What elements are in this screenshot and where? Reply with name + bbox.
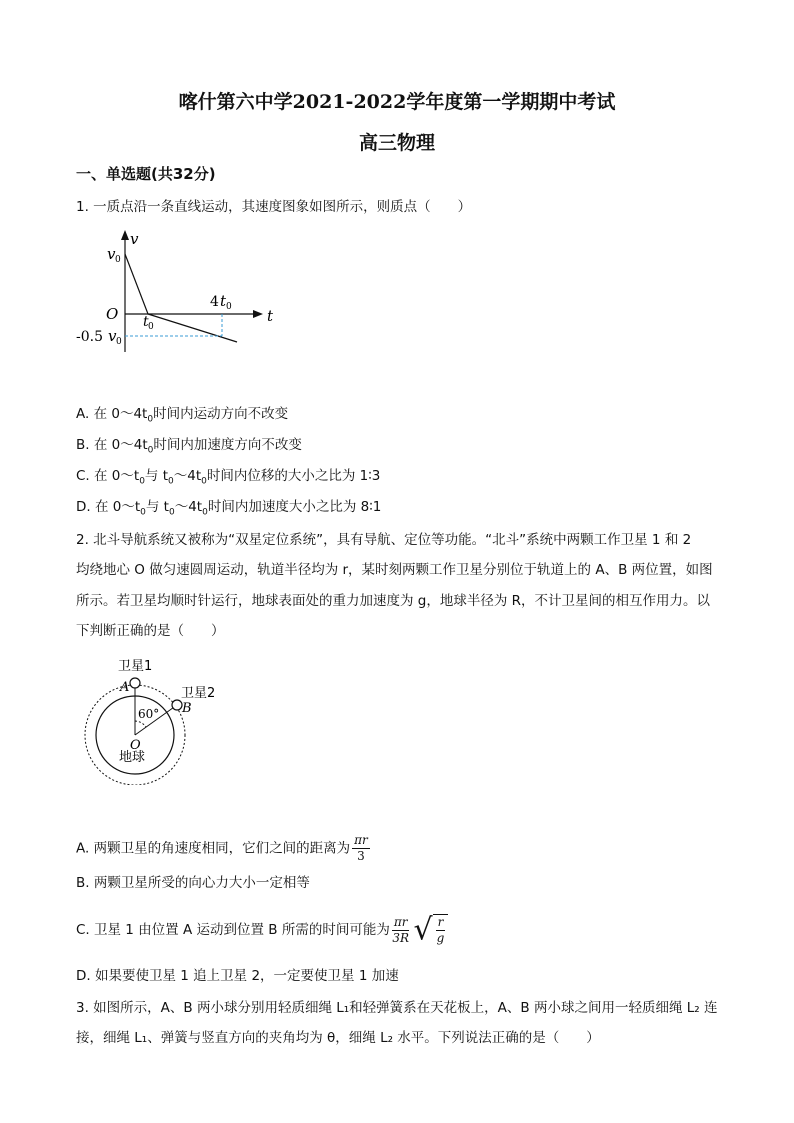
q2-orbit-diagram <box>78 655 238 785</box>
sqrt-icon: √ <box>413 912 433 948</box>
q2-stem-line-4: 下判断正确的是（ ） <box>76 623 225 639</box>
q2-option-c[interactable] <box>76 914 448 946</box>
q1-option-c-p3: ～4t <box>173 468 202 484</box>
q2-option-c-sqrt <box>413 914 448 946</box>
neg-v0-label: v <box>108 327 117 345</box>
exam-subject: 高三物理 <box>358 132 435 154</box>
q2-option-c-rad-den: g <box>436 931 445 945</box>
angle-arc <box>135 721 146 727</box>
q1-option-c[interactable] <box>76 466 380 492</box>
q1-option-d[interactable] <box>76 497 381 523</box>
vt-segment-1 <box>125 254 148 314</box>
q2-stem-line-1: 2. 北斗导航系统又被称为“双星定位系统”，具有导航、定位等功能。“北斗”系统中两颗工作卫星 1 和 2 <box>76 532 692 548</box>
q1-option-a-text-2: 时间内运动方向不改变 <box>153 406 289 422</box>
q2-option-c-den: 3R <box>392 930 409 945</box>
earth-label: 地球 <box>119 750 146 765</box>
q2-option-c-rad-num: r <box>437 915 444 929</box>
section-heading: 一、单选题(共32分) <box>76 165 216 183</box>
center-o-label: O <box>130 738 141 753</box>
sat1-label: 卫星1 <box>118 659 153 674</box>
q3-stem-line-1: 3. 如图所示，A、B 两小球分别用轻质细绳 L₁和轻弹簧系在天花板上，A、B 两小球之间用一轻质细绳 L₂ 连 <box>76 1000 718 1016</box>
point-a-label: A <box>120 680 130 695</box>
q3-stem-line-2: 接，细绳 L₁、弹簧与竖直方向的夹角均为 θ，细绳 L₂ 水平。下列说法正确的是（ ） <box>76 1030 600 1046</box>
v-axis-arrow-icon <box>121 230 129 240</box>
q1-option-d-s1: 0 <box>140 507 146 518</box>
q1-option-a-sub: 0 <box>147 414 154 425</box>
q2-option-b[interactable] <box>76 873 310 893</box>
q2-option-c-num: πr <box>393 914 408 929</box>
q1-option-d-s2: 0 <box>168 507 175 518</box>
q2-option-a-num: πr <box>354 833 368 847</box>
q1-option-a-text: A. 在 0～4t <box>76 406 148 422</box>
q1-option-c-s3: 0 <box>201 476 207 487</box>
origin-label: O <box>106 305 119 323</box>
q2-stem-line-3: 所示。若卫星均顺时针运行，地球表面处的重力加速度为 g，地球半径为 R，不计卫星间的相互作用力。以 <box>76 593 711 609</box>
t-axis-arrow-icon <box>253 310 263 318</box>
q1-stem: 1. 一质点沿一条直线运动，其速度图象如图所示，则质点（ ） <box>76 199 472 215</box>
q2-option-a[interactable] <box>76 833 370 864</box>
q1-option-b[interactable] <box>76 435 302 461</box>
q2-option-a-text: A. 两颗卫星的角速度相同，它们之间的距离为 <box>76 840 351 857</box>
q1-vt-graph <box>70 222 290 357</box>
neg-v0-sub: 0 <box>116 337 122 347</box>
q1-option-c-s2: 0 <box>168 476 174 487</box>
q1-option-b-text: B. 在 0～4t <box>76 437 148 453</box>
q1-option-c-p2: 与 t <box>144 468 169 484</box>
t0-label: t <box>143 314 149 330</box>
four-t0-prefix: 4 <box>210 294 219 310</box>
q2-option-c-fraction <box>392 915 410 946</box>
q1-option-d-p3: ～4t <box>174 499 203 515</box>
q2-option-b-text: B. 两颗卫星所受的向心力大小一定相等 <box>76 875 310 891</box>
q1-option-d-s3: 0 <box>202 507 208 518</box>
satellite-2-icon <box>172 700 182 710</box>
vt-segment-2 <box>148 314 237 342</box>
four-t0-label: t <box>220 292 227 310</box>
v-axis-label: v <box>130 230 139 248</box>
q1-option-b-text-2: 时间内加速度方向不改变 <box>153 437 302 453</box>
q2-option-c-text: C. 卫星 1 由位置 A 运动到位置 B 所需的时间可能为 <box>76 922 390 938</box>
q1-option-c-p4: 时间内位移的大小之比为 1∶3 <box>206 468 381 484</box>
exam-title: 喀什第六中学2021-2022学年度第一学期期中考试 <box>178 91 616 113</box>
q1-option-c-p1: C. 在 0～t <box>76 468 140 484</box>
q1-option-b-sub: 0 <box>147 445 154 456</box>
v0-label: v <box>107 245 116 263</box>
sat2-label: 卫星2 <box>181 686 216 701</box>
q2-option-a-den: 3 <box>357 849 365 863</box>
q1-option-d-p4: 时间内加速度大小之比为 8∶1 <box>207 499 382 515</box>
v0-label-sub: 0 <box>115 255 121 265</box>
q2-option-d[interactable] <box>76 966 399 986</box>
q2-option-a-fraction <box>352 833 370 864</box>
t0-label-sub: 0 <box>148 322 154 332</box>
neg-v0-prefix: -0.5 <box>76 329 103 345</box>
q2-stem-line-2: 均绕地心 O 做匀速圆周运动，轨道半径均为 r，某时刻两颗工作卫星分别位于轨道上的 A、B 两位置，如图 <box>76 562 713 578</box>
point-b-label: B <box>182 701 192 716</box>
four-t0-sub: 0 <box>226 302 232 312</box>
q2-option-d-text: D. 如果要使卫星 1 追上卫星 2，一定要使卫星 1 加速 <box>76 968 399 984</box>
t-axis-label: t <box>267 307 274 325</box>
q1-option-a[interactable] <box>76 404 288 430</box>
q1-option-d-p1: D. 在 0～t <box>76 499 141 515</box>
angle-label: 60° <box>138 707 160 721</box>
satellite-1-icon <box>130 678 140 688</box>
q1-option-d-p2: 与 t <box>145 499 169 515</box>
q1-option-c-s1: 0 <box>139 476 145 487</box>
q2-option-c-rad-fraction <box>436 915 446 946</box>
